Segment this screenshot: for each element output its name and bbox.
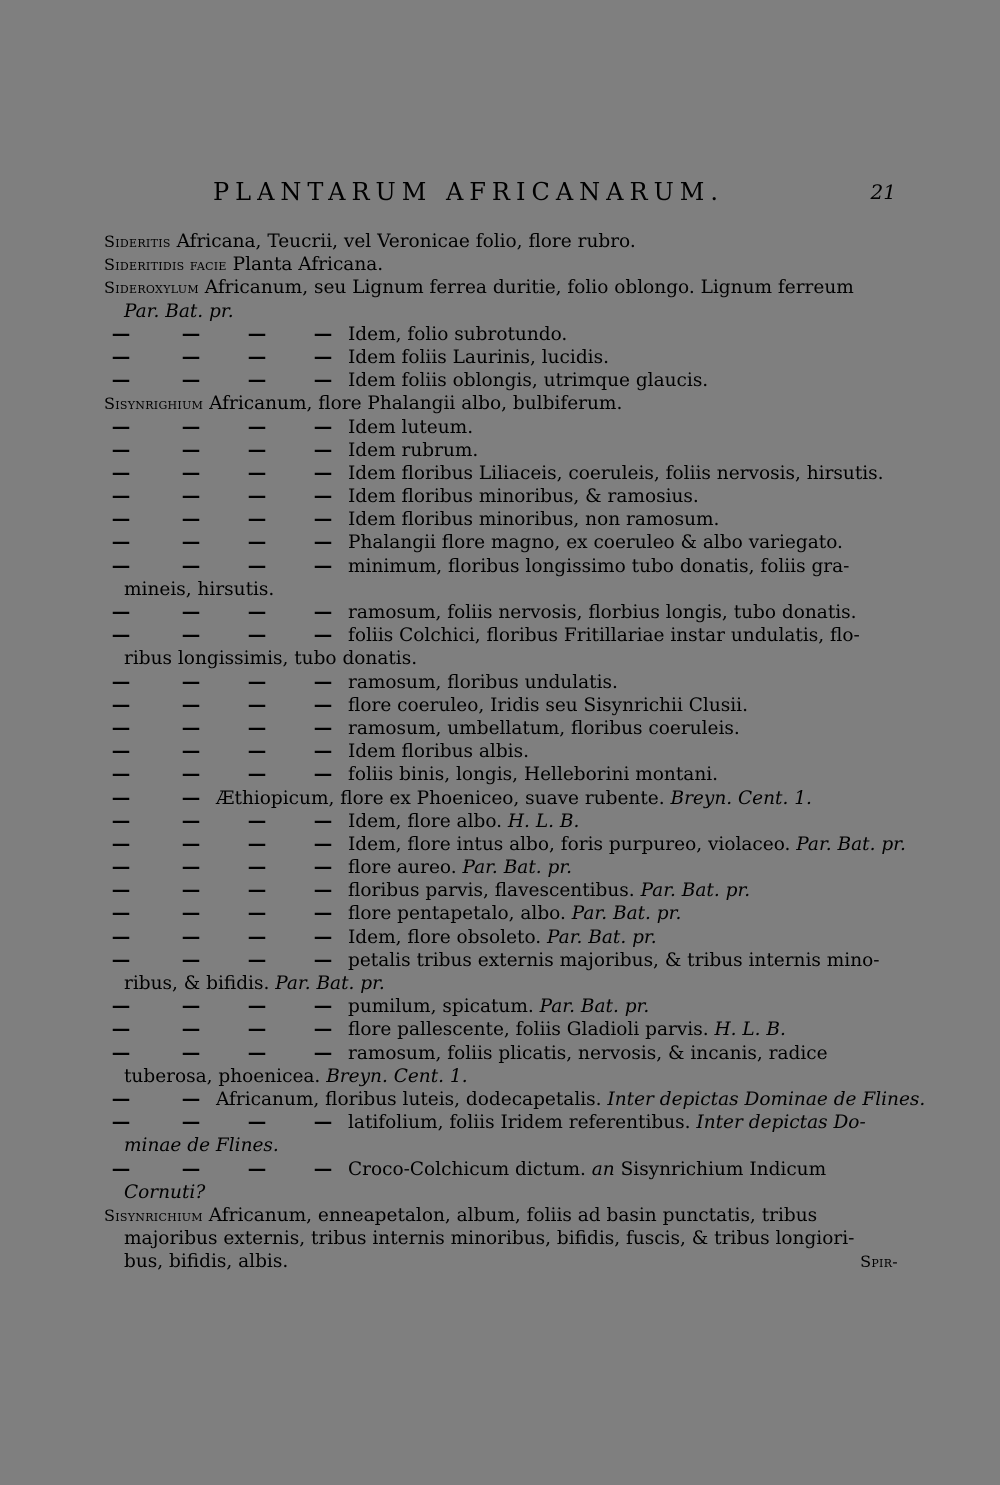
ditto-dash: — — [181, 602, 201, 623]
citation: Par. Bat. pr. — [456, 857, 573, 879]
continuation-text: tuberosa, phoenicea. — [124, 1065, 321, 1087]
entry-line — [104, 856, 900, 879]
entry-text: foliis binis, longis, Helleborini montani. — [348, 764, 719, 786]
ditto-dash: — — [111, 1112, 131, 1134]
ditto-dash: — — [313, 416, 333, 438]
running-title: PLANTARUM AFRICANARUM. — [213, 178, 725, 206]
ditto-dash: — — [313, 996, 333, 1018]
ditto-dash: — — [181, 370, 201, 392]
ditto-dash: — — [313, 370, 333, 392]
ditto-dash: — — [181, 810, 201, 832]
entry-text: Idem foliis Laurinis, lucidis. — [348, 346, 609, 368]
ditto-dash: — — [111, 903, 131, 925]
entry-line — [104, 323, 900, 346]
entry-line — [104, 1204, 900, 1227]
entry-line — [104, 833, 906, 856]
entry-text: Idem, folio subrotundo. — [348, 323, 568, 345]
ditto-dash: — — [313, 880, 333, 902]
ditto-dash: — — [247, 880, 267, 902]
ditto-dash: — — [247, 323, 267, 345]
entry-line — [104, 949, 900, 972]
citation: Breyn. Cent. 1. — [664, 787, 812, 809]
entry-line — [104, 1088, 926, 1111]
catchword: Spir- — [860, 1252, 898, 1272]
ditto-dash: — — [181, 625, 201, 647]
citation: an — [585, 1158, 615, 1180]
ditto-dash: — — [313, 1042, 333, 1064]
entry-line — [104, 740, 900, 763]
entry-line — [104, 1134, 900, 1157]
continuation-text: ribus, & bifidis. — [124, 973, 270, 994]
ditto-dash: — — [247, 462, 267, 484]
ditto-dash: — — [247, 370, 267, 392]
ditto-dash: — — [181, 346, 201, 368]
entry-text: Idem luteum. — [348, 416, 474, 438]
entry-text: Idem, flore intus albo, foris purpureo, violaceo. — [348, 833, 791, 855]
ditto-dash: — — [111, 509, 131, 531]
entry-line — [104, 1181, 900, 1204]
ditto-dash: — — [247, 439, 267, 461]
genus-name: Sideroxylum — [104, 278, 199, 298]
ditto-dash: — — [247, 741, 267, 763]
ditto-dash: — — [181, 741, 201, 763]
ditto-dash: — — [111, 602, 131, 623]
ditto-dash: — — [111, 625, 131, 647]
ditto-dash: — — [181, 439, 201, 461]
ditto-dash: — — [247, 857, 267, 879]
ditto-dash: — — [181, 996, 201, 1018]
citation: Par. Bat. pr. — [541, 926, 657, 948]
citation: H. L. B. — [502, 810, 580, 832]
entry-line — [104, 1111, 900, 1134]
entry-text: Idem, flore albo. — [348, 810, 503, 832]
entry-text: Africanum, seu Lignum ferrea duritie, folio oblongo. Lignum ferreum — [198, 277, 854, 299]
entry-text: floribus parvis, flavescentibus. — [348, 880, 635, 902]
ditto-dash: — — [111, 462, 131, 484]
entry-line — [104, 671, 900, 694]
ditto-dash: — — [247, 1112, 267, 1134]
entry-line — [104, 253, 900, 276]
ditto-dash: — — [247, 509, 267, 531]
continuation-text: ribus longissimis, tubo donatis. — [124, 648, 418, 670]
entry-text: Idem foliis oblongis, utrimque glaucis. — [348, 370, 709, 392]
ditto-dash: — — [181, 764, 201, 786]
ditto-dash: — — [313, 625, 333, 647]
ditto-dash: — — [313, 439, 333, 461]
ditto-dash: — — [111, 996, 131, 1018]
page-header — [100, 178, 900, 214]
entry-text: ramosum, umbellatum, floribus coeruleis. — [348, 717, 740, 739]
citation: Inter depictas Do- — [690, 1112, 866, 1134]
entry-line — [104, 1018, 900, 1041]
ditto-dash: — — [313, 903, 333, 925]
ditto-dash: — — [111, 787, 131, 809]
ditto-dash: — — [313, 323, 333, 345]
continuation-text: minae de Flines. — [124, 1135, 279, 1157]
entry-line — [104, 416, 900, 439]
genus-name: Sideritidis facie — [104, 255, 227, 275]
entry-text: Africana, Teucrii, vel Veronicae folio, flore rubro. — [170, 231, 636, 252]
ditto-dash: — — [247, 764, 267, 786]
entry-text: Æthiopicum, flore ex Phoeniceo, suave rubente. — [216, 787, 665, 809]
citation: Par. Bat. pr. — [269, 973, 385, 994]
ditto-dash: — — [313, 462, 333, 484]
ditto-dash: — — [111, 416, 131, 438]
ditto-dash: — — [247, 949, 267, 971]
ditto-dash: — — [247, 1158, 267, 1180]
entry-line — [104, 346, 900, 369]
entry-text: ramosum, floribus undulatis. — [348, 671, 618, 693]
ditto-dash: — — [111, 694, 131, 716]
ditto-dash: — — [247, 717, 267, 739]
ditto-dash: — — [111, 926, 131, 948]
ditto-dash: — — [313, 764, 333, 786]
entry-text: Africanum, floribus luteis, dodecapetalis. — [216, 1088, 602, 1110]
ditto-dash: — — [313, 555, 333, 577]
entry-line — [104, 995, 900, 1018]
ditto-dash: — — [181, 509, 201, 531]
entry-line — [104, 508, 900, 531]
ditto-dash: — — [111, 833, 131, 855]
continuation-text: Par. Bat. pr. — [124, 300, 234, 322]
ditto-dash: — — [313, 810, 333, 832]
entry-text: Idem, flore obsoleto. — [348, 926, 542, 948]
entry-line — [104, 439, 900, 462]
ditto-dash: — — [181, 1158, 201, 1180]
entry-text: ramosum, foliis plicatis, nervosis, & incanis, radice — [348, 1042, 828, 1064]
continuation-text: Cornuti? — [124, 1181, 206, 1203]
ditto-dash: — — [111, 857, 131, 879]
genus-name: Sisynrighium — [104, 394, 204, 414]
ditto-dash: — — [111, 346, 131, 368]
entry-line — [104, 485, 900, 508]
citation: Par. Bat. pr. — [634, 880, 751, 902]
entry-line — [104, 276, 900, 299]
ditto-dash: — — [247, 996, 267, 1018]
entry-line — [104, 972, 900, 995]
ditto-dash: — — [247, 926, 267, 948]
entry-line — [104, 1042, 900, 1065]
ditto-dash: — — [111, 439, 131, 461]
ditto-dash: — — [247, 555, 267, 577]
ditto-dash: — — [111, 880, 131, 902]
ditto-dash: — — [111, 717, 131, 739]
ditto-dash: — — [181, 416, 201, 438]
continuation-text: majoribus externis, tribus internis minoribus, bifidis, fuscis, & tribus longiori- — [124, 1228, 855, 1250]
entry-text: Phalangii flore magno, ex coeruleo & albo variegato. — [348, 532, 843, 554]
ditto-dash: — — [181, 1042, 201, 1064]
entry-text: Idem floribus minoribus, non ramosum. — [348, 509, 720, 531]
ditto-dash: — — [247, 416, 267, 438]
ditto-dash: — — [181, 486, 201, 508]
entry-line — [104, 1065, 900, 1088]
ditto-dash: — — [247, 1019, 267, 1041]
ditto-dash: — — [111, 555, 131, 577]
entry-text: flore pentapetalo, albo. — [348, 903, 566, 925]
entry-line — [104, 369, 900, 392]
ditto-dash: — — [313, 346, 333, 368]
entry-line — [104, 462, 900, 485]
ditto-dash: — — [181, 532, 201, 554]
ditto-dash: — — [111, 532, 131, 554]
ditto-dash: — — [247, 671, 267, 693]
entry-line — [104, 694, 900, 717]
entry-text: Idem floribus Liliaceis, coeruleis, foliis nervosis, hirsutis. — [348, 462, 884, 484]
ditto-dash: — — [247, 486, 267, 508]
ditto-dash: — — [313, 949, 333, 971]
ditto-dash: — — [313, 1112, 333, 1134]
entry-line — [104, 926, 900, 949]
entry-text: foliis Colchici, floribus Fritillariae instar undulatis, flo- — [348, 625, 860, 647]
entry-text: Africanum, enneapetalon, album, foliis ad basin punctatis, tribus — [202, 1204, 818, 1226]
entry-line — [104, 810, 900, 833]
entry-line — [104, 717, 900, 740]
ditto-dash: — — [111, 949, 131, 971]
ditto-dash: — — [111, 486, 131, 508]
ditto-dash: — — [181, 926, 201, 948]
ditto-dash: — — [111, 764, 131, 786]
entry-text: petalis tribus externis majoribus, & tribus internis mino- — [348, 949, 880, 971]
ditto-dash: — — [247, 532, 267, 554]
ditto-dash: — — [111, 370, 131, 392]
ditto-dash: — — [247, 903, 267, 925]
citation: Par. Bat. pr. — [533, 996, 650, 1018]
ditto-dash: — — [313, 694, 333, 716]
ditto-dash: — — [111, 1019, 131, 1041]
ditto-dash: — — [247, 810, 267, 832]
entry-line — [104, 601, 900, 624]
entry-text: ramosum, foliis nervosis, florbius longis, tubo donatis. — [348, 602, 857, 623]
ditto-dash: — — [181, 787, 201, 809]
ditto-dash: — — [111, 1042, 131, 1064]
ditto-dash: — — [181, 694, 201, 716]
ditto-dash: — — [111, 741, 131, 763]
page-number: 21 — [870, 180, 896, 204]
citation: Par. Bat. pr. — [790, 833, 906, 855]
entry-line — [104, 230, 900, 253]
entry-line — [104, 647, 900, 670]
ditto-dash: — — [313, 833, 333, 855]
ditto-dash: — — [313, 486, 333, 508]
citation: H. L. B. — [708, 1019, 786, 1041]
ditto-dash: — — [313, 717, 333, 739]
entry-line — [104, 531, 900, 554]
ditto-dash: — — [111, 1158, 131, 1180]
ditto-dash: — — [181, 555, 201, 577]
entry-line — [104, 1227, 900, 1250]
entry-line — [104, 578, 900, 601]
entry-text: Sisynrichium Indicum — [614, 1158, 827, 1180]
ditto-dash: — — [111, 810, 131, 832]
entry-text: pumilum, spicatum. — [348, 996, 534, 1018]
ditto-dash: — — [313, 741, 333, 763]
ditto-dash: — — [181, 717, 201, 739]
genus-name: Sisynrichium — [104, 1205, 203, 1225]
entry-line — [104, 1158, 900, 1181]
ditto-dash: — — [181, 880, 201, 902]
ditto-dash: — — [313, 857, 333, 879]
entry-line — [104, 555, 900, 578]
entry-text: flore aureo. — [348, 857, 457, 879]
entry-text: flore coeruleo, Iridis seu Sisynrichii Clusii. — [348, 694, 748, 716]
ditto-dash: — — [313, 602, 333, 623]
entry-text: Idem floribus minoribus, & ramosius. — [348, 486, 699, 508]
ditto-dash: — — [313, 1158, 333, 1180]
ditto-dash: — — [111, 671, 131, 693]
entry-text: minimum, floribus longissimo tubo donatis, foliis gra- — [348, 555, 850, 577]
ditto-dash: — — [181, 833, 201, 855]
ditto-dash: — — [313, 926, 333, 948]
entry-text: Idem rubrum. — [348, 439, 479, 461]
ditto-dash: — — [181, 1112, 201, 1134]
entry-line — [104, 787, 900, 810]
entry-text: Croco-Colchicum dictum. — [348, 1158, 586, 1180]
ditto-dash: — — [247, 346, 267, 368]
ditto-dash: — — [181, 857, 201, 879]
ditto-dash: — — [247, 1042, 267, 1064]
ditto-dash: — — [313, 671, 333, 693]
entry-text: latifolium, foliis Iridem referentibus. — [348, 1112, 691, 1134]
ditto-dash: — — [111, 1088, 131, 1110]
citation: Par. Bat. pr. — [565, 903, 682, 925]
ditto-dash: — — [313, 532, 333, 554]
ditto-dash: — — [111, 323, 131, 345]
continuation-text: mineis, hirsutis. — [124, 578, 275, 600]
entry-line — [104, 902, 900, 925]
ditto-dash: — — [181, 1019, 201, 1041]
ditto-dash: — — [181, 671, 201, 693]
ditto-dash: — — [181, 323, 201, 345]
genus-name: Sideritis — [104, 232, 171, 251]
ditto-dash: — — [181, 462, 201, 484]
ditto-dash: — — [181, 1088, 201, 1110]
entry-text: flore pallescente, foliis Gladioli parvis. — [348, 1019, 709, 1041]
entry-line — [104, 763, 900, 786]
ditto-dash: — — [313, 1019, 333, 1041]
entry-line — [104, 1250, 900, 1273]
ditto-dash: — — [247, 694, 267, 716]
ditto-dash: — — [181, 903, 201, 925]
entry-text: Idem floribus albis. — [348, 741, 529, 763]
citation: Inter depictas Dominae de Flines. — [601, 1088, 926, 1110]
entry-line — [104, 392, 900, 415]
citation: Breyn. Cent. 1. — [320, 1065, 468, 1087]
entry-text: Africanum, flore Phalangii albo, bulbiferum. — [203, 393, 623, 415]
ditto-dash: — — [181, 949, 201, 971]
entry-line — [104, 300, 900, 323]
ditto-dash: — — [247, 833, 267, 855]
species-list — [104, 230, 926, 1273]
entry-text: Planta Africana. — [226, 254, 384, 276]
entry-line — [104, 879, 900, 902]
continuation-text: bus, bifidis, albis. — [124, 1251, 289, 1273]
ditto-dash: — — [247, 625, 267, 647]
ditto-dash: — — [247, 602, 267, 623]
ditto-dash: — — [313, 509, 333, 531]
entry-line — [104, 624, 900, 647]
